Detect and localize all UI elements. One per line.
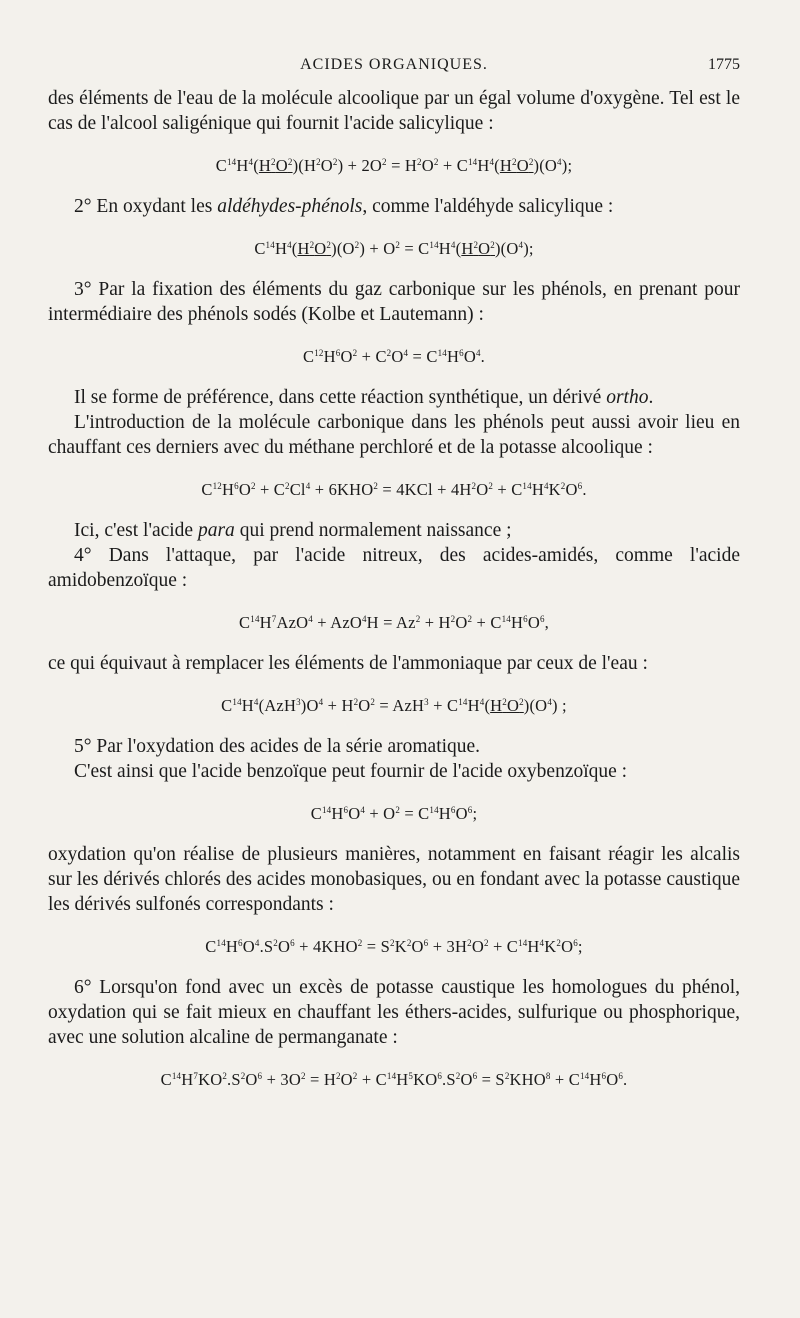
equation-nitrous: $C^{14}H^7AzO^4 + AzO^4H = Az^2 + H^2O^2 + C^{14}H^6O^6$, [239,613,549,632]
paragraph-ortho: Il se forme de préférence, dans cette réaction synthétique, un dérivé ortho. [74,387,654,408]
paragraph-method-5: 5° Par l'oxydation des acides de la série aromatique. [74,736,481,757]
paragraph-method-3: 3° Par la fixation des éléments du gaz carbonique sur les phénols, en prenant pour intermédiaire des phénols sodés (Kolbe et Lautemann) : [48,279,740,325]
paragraph-ammonia: ce qui équivaut à remplacer les éléments de l'ammoniaque par ceux de l'eau : [48,653,648,674]
paragraph-oxidation: oxydation qu'on réalise de plusieurs manières, notamment en faisant réagir les alcalis sur les dérivés chlorés des acides monobasiques, ou en fondant avec la potasse caustique les dérivés sulfonés correspondants : [48,844,740,915]
equation-ammonia: $C^{14}H^4(AzH^3)O^4 + H^2O^2 = AzH^3 + C^{14}H^4(H^2O^2)(O^4)$ ; [221,696,567,715]
paragraph-introduction: L'introduction de la molécule carbonique dans les phénols peut aussi avoir lieu en chauffant ces derniers avec du méthane perchloré et de la potasse alcoolique : [48,412,740,458]
paragraph-para: Ici, c'est l'acide para qui prend normalement naissance ; [74,520,512,541]
page-number: 1775 [708,56,740,73]
equation-perchloromethane: $C^{12}H^6O^2 + C^2Cl^4 + 6KHO^2 = 4KCl + 4H^2O^2 + C^{14}H^4K^2O^6$. [201,480,587,499]
equation-saligenine: $C^{14}H^4(H^2O^2)(H^2O^2) + 2O^2 = H^2O^2 + C^{14}H^4(H^2O^2)(O^4)$; [215,156,573,175]
paragraph-method-4: 4° Dans l'attaque, par l'acide nitreux, des acides-amidés, comme l'acide amidobenzoïque : [48,545,740,591]
page-body [48,86,740,1108]
equation-oxybenzoic: $C^{14}H^6O^4 + O^2 = C^{14}H^6O^6$; [310,804,478,823]
running-title: ACIDES ORGANIQUES. [300,56,488,73]
paragraph-benzoic: C'est ainsi que l'acide benzoïque peut fournir de l'acide oxybenzoïque : [74,761,628,782]
equation-aldehyde: $C^{14}H^4(H^2O^2)(O^2) + O^2 = C^{14}H^4(H^2O^2)(O^4)$; [254,239,534,258]
equation-kolbe: $C^{12}H^6O^2 + C^2O^4 = C^{14}H^6O^4$. [303,347,485,366]
page-header [48,56,740,82]
paragraph-intro: des éléments de l'eau de la molécule alcoolique par un égal volume d'oxygène. Tel est le cas de l'alcool saligénique qui fournit l'acide salicylique : [48,88,740,134]
paragraph-method-2: 2° En oxydant les aldéhydes-phénols, comme l'aldéhyde salicylique : [74,196,614,217]
paragraph-method-6: 6° Lorsqu'on fond avec un excès de potasse caustique les homologues du phénol, oxydation qui se fait mieux en chauffant les éthers-acides, sulfurique ou phosphorique, avec une solution alcaline de permanganate : [48,977,740,1048]
equation-permanganate: $C^{14}H^7KO^2.S^2O^6 + 3O^2 = H^2O^2 + C^{14}H^5KO^6.S^2O^6 = S^2KHO^8 + C^{14}H^6O^6$. [160,1070,628,1089]
equation-sulfonated: $C^{14}H^6O^4.S^2O^6 + 4KHO^2 = S^2K^2O^6 + 3H^2O^2 + C^{14}H^4K^2O^6$; [205,937,583,956]
